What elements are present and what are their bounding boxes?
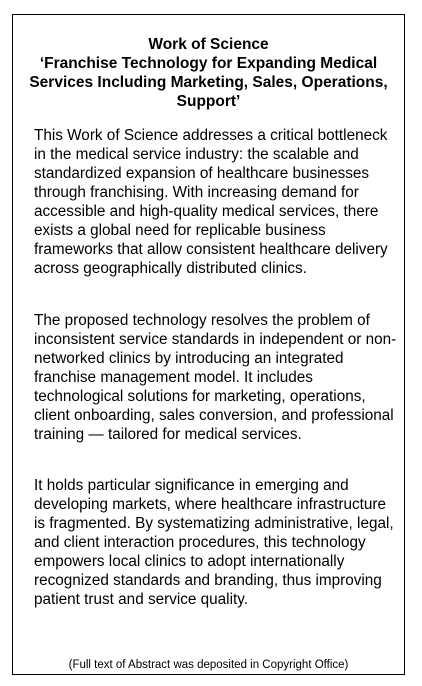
abstract-paragraph-1: This Work of Science addresses a critical bottleneck in the medical service industry: the scalable and standardized expansion of healthcare businesses through franchising. With increasing demand for accessible and high-quality medical services, there exists a global need for replicable business frameworks that allow consistent healthcare delivery across geographically distributed clinics. <box>34 127 388 277</box>
title-line-2: ‘Franchise Technology for Expanding Medical <box>39 55 378 72</box>
abstract-frame <box>12 14 405 675</box>
document-title <box>13 35 404 111</box>
title-line-1: Work of Science <box>148 36 269 53</box>
title-line-3: Services Including Marketing, Sales, Operations, <box>29 74 388 91</box>
copyright-footer-note: (Full text of Abstract was deposited in Copyright Office) <box>68 659 349 671</box>
abstract-paragraph-2: The proposed technology resolves the problem of inconsistent service standards in independent or non-networked clinics by introducing an integrated franchise management model. It includes technological solutions for marketing, operations, client onboarding, sales conversion, and professional training — tailored for medical services. <box>34 312 397 443</box>
abstract-paragraph-3: It holds particular significance in emerging and developing markets, where healthcare infrastructure is fragmented. By systematizing administrative, legal, and client interaction procedures, this technology empowers local clinics to adopt internationally recognized standards and branding, thus improving patient trust and service quality. <box>34 477 394 608</box>
title-line-4: Support’ <box>176 93 241 110</box>
